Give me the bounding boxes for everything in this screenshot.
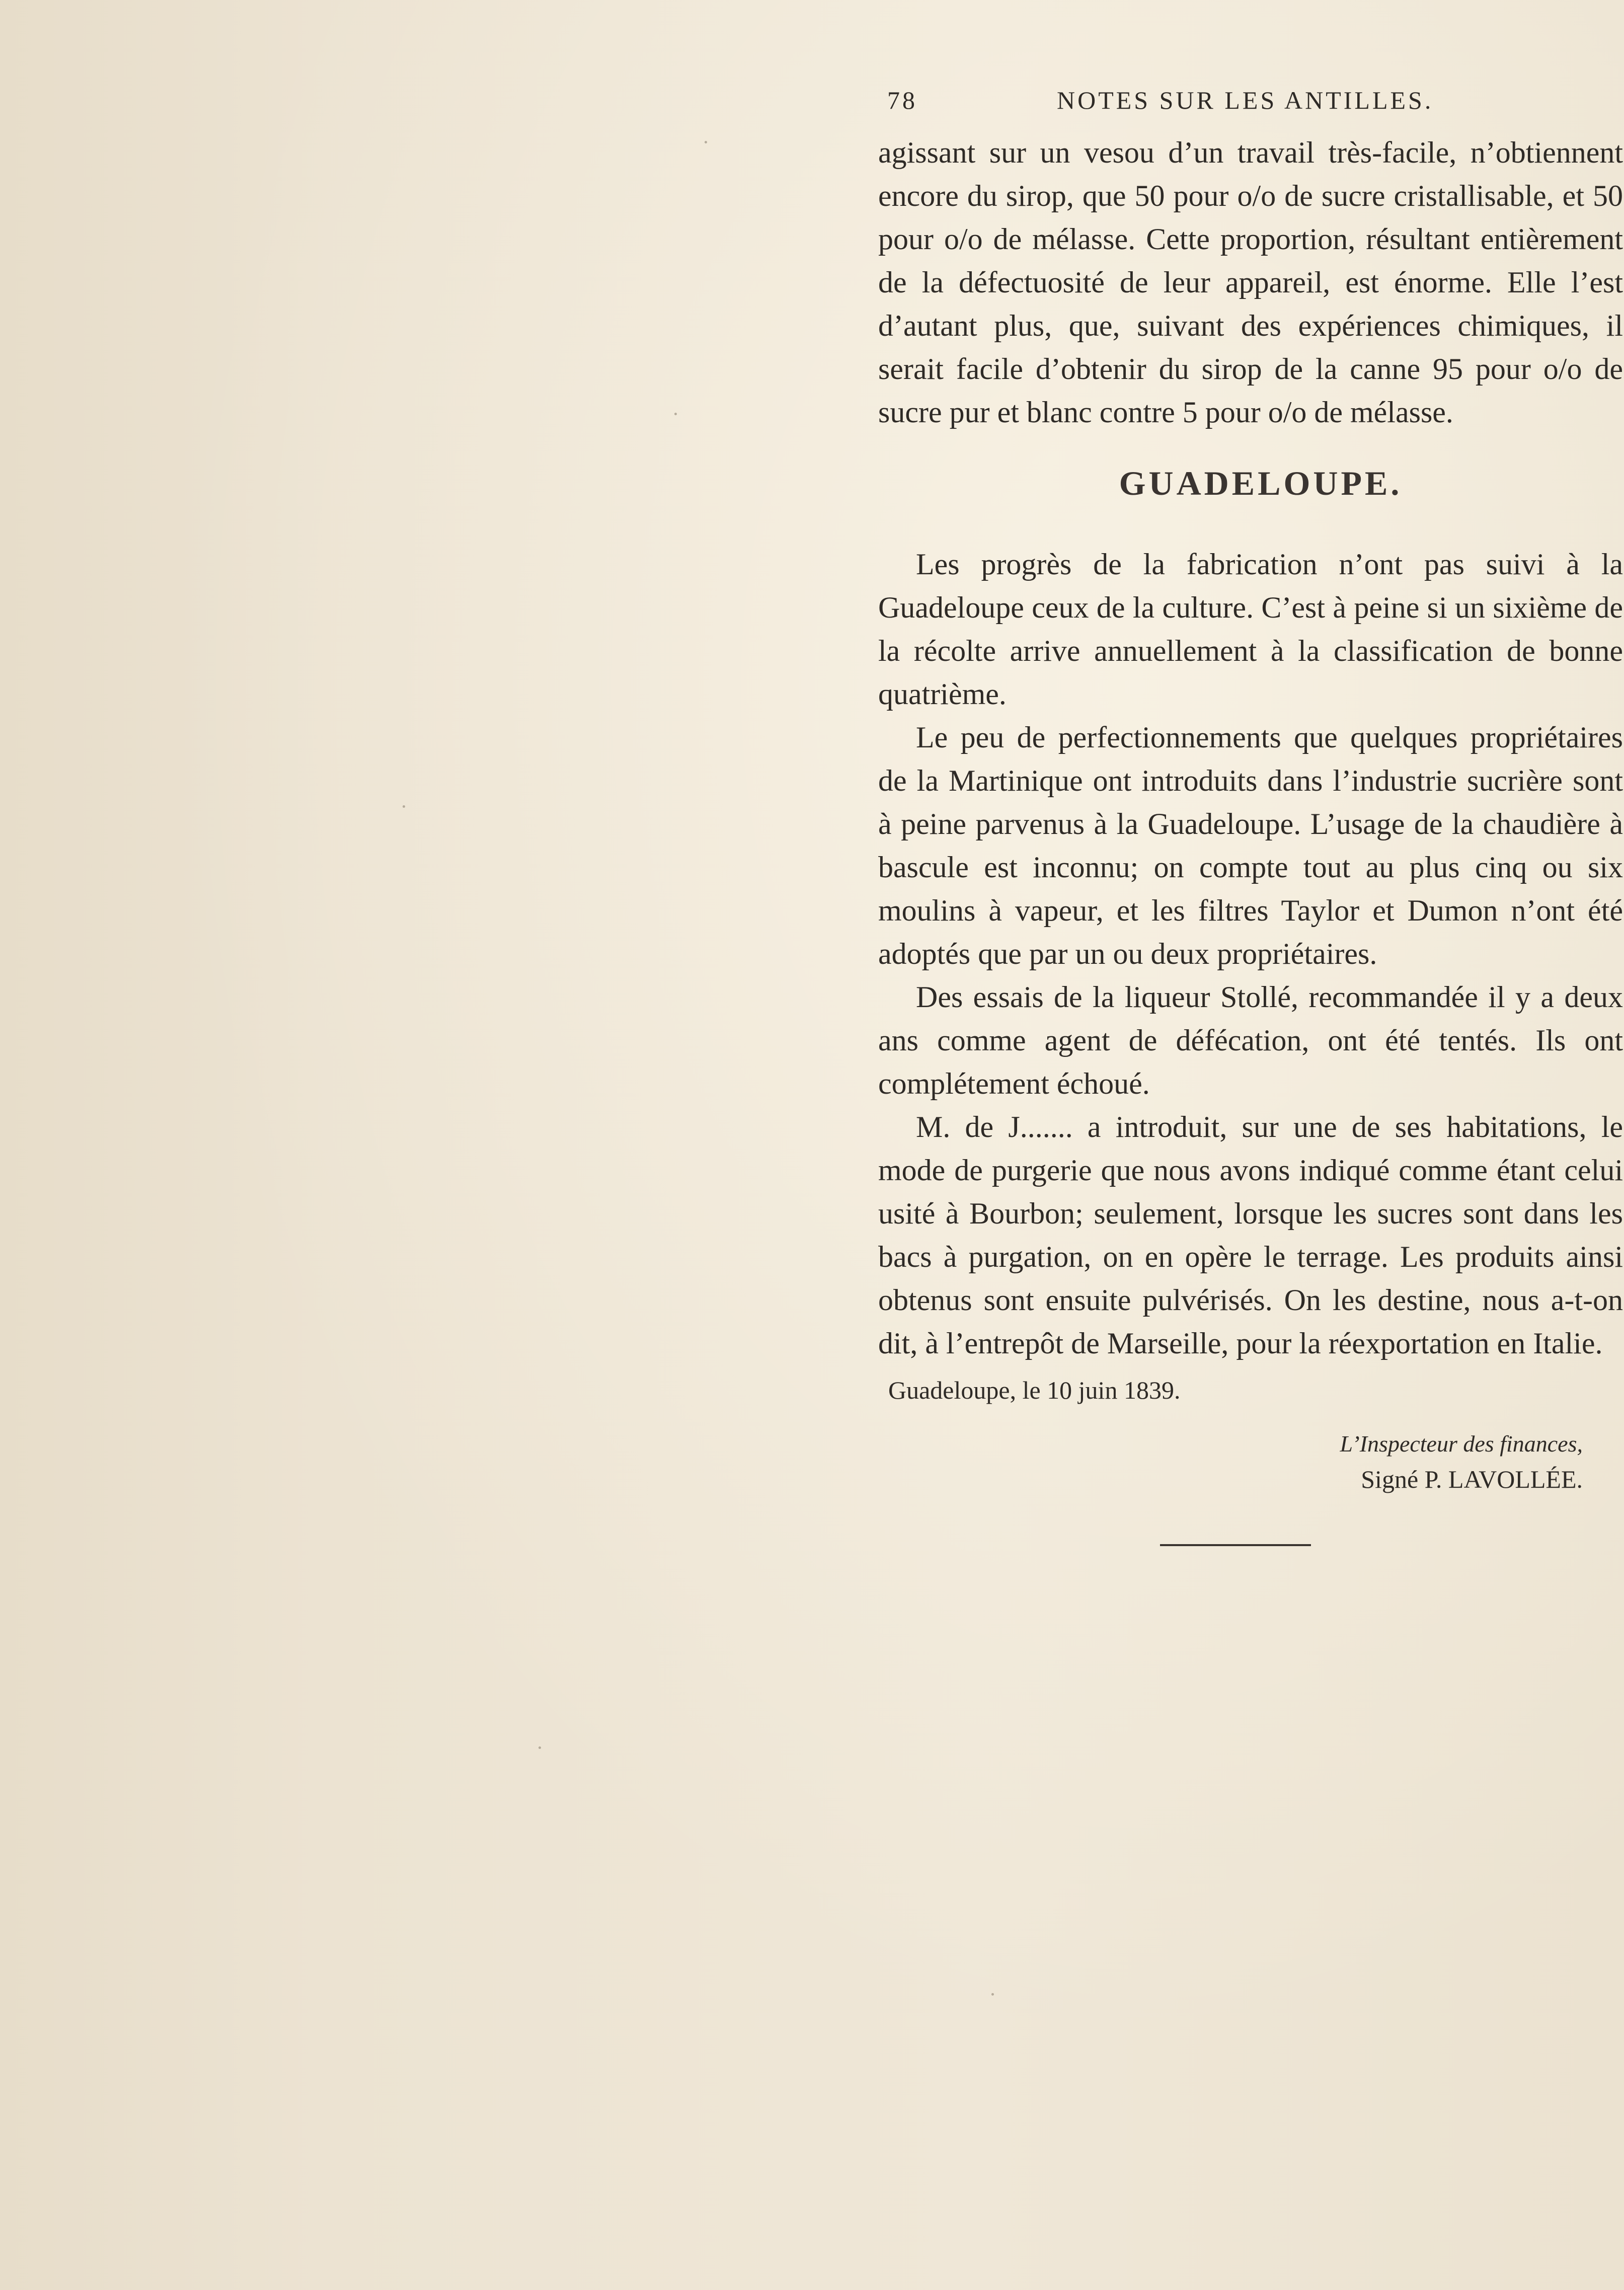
continued-paragraph: agissant sur un vesou d’un travail très-facile, n’obtiennent encore du sirop, que 50 pour o/o de sucre cristallisable, et 50 pour o/o de mélasse. Cette proportion, résultant entièrement de la défectuosité de leur appareil, est énorme. Elle l’est d’autant plus, que, suivant des expériences chimiques, il serait facile d’obtenir du sirop de la canne 95 pour o/o de sucre pur et blanc contre 5 pour o/o de mélasse. (878, 136, 1623, 429)
paper-speck (403, 805, 405, 808)
paragraph: Des essais de la liqueur Stollé, recommandée il y a deux ans comme agent de défécation, ont été tentés. Ils ont complétement échoué. (878, 980, 1623, 1100)
section-heading: GUADELOUPE. (1119, 464, 1403, 502)
paper-speck (991, 1993, 994, 1996)
running-header (878, 86, 1623, 131)
paper-speck (538, 1746, 541, 1749)
paper-speck (674, 413, 677, 415)
paragraph: Les progrès de la fabrication n’ont pas suivi à la Guadeloupe ceux de la culture. C’est à peine si un sixième de la récolte arrive annuellement à la classification de bonne quatrième. (878, 548, 1623, 711)
closing-rule (1160, 1544, 1311, 1546)
signature-title: L’Inspecteur des finances, (1340, 1431, 1583, 1457)
text-column (878, 86, 1623, 1546)
paragraph: M. de J....... a introduit, sur une de ses habitations, le mode de purgerie que nous avons indiqué comme étant celui usité à Bourbon; seulement, lorsque les sucres sont dans les bacs à purgation, on en opère le terrage. Les produits ainsi obtenus sont ensuite pulvérisés. On les destine, nous a-t-on dit, à l’entrepôt de Marseille, pour la réexportation en Italie. (878, 1110, 1623, 1360)
running-title: NOTES SUR LES ANTILLES. (1057, 86, 1434, 114)
page-number: 78 (887, 86, 917, 114)
paper-speck (705, 141, 707, 143)
signature-name: Signé P. LAVOLLÉE. (1361, 1465, 1583, 1493)
body-text (878, 131, 1623, 1365)
dateline: Guadeloupe, le 10 juin 1839. (888, 1376, 1181, 1404)
paragraph: Le peu de perfectionnements que quelques propriétaires de la Martinique ont introduits dans l’industrie sucrière sont à peine parvenus à la Guadeloupe. L’usage de la chaudière à bascule est inconnu; on compte tout au plus cinq ou six moulins à vapeur, et les filtres Taylor et Dumon n’ont été adoptés que par un ou deux propriétaires. (878, 721, 1623, 970)
